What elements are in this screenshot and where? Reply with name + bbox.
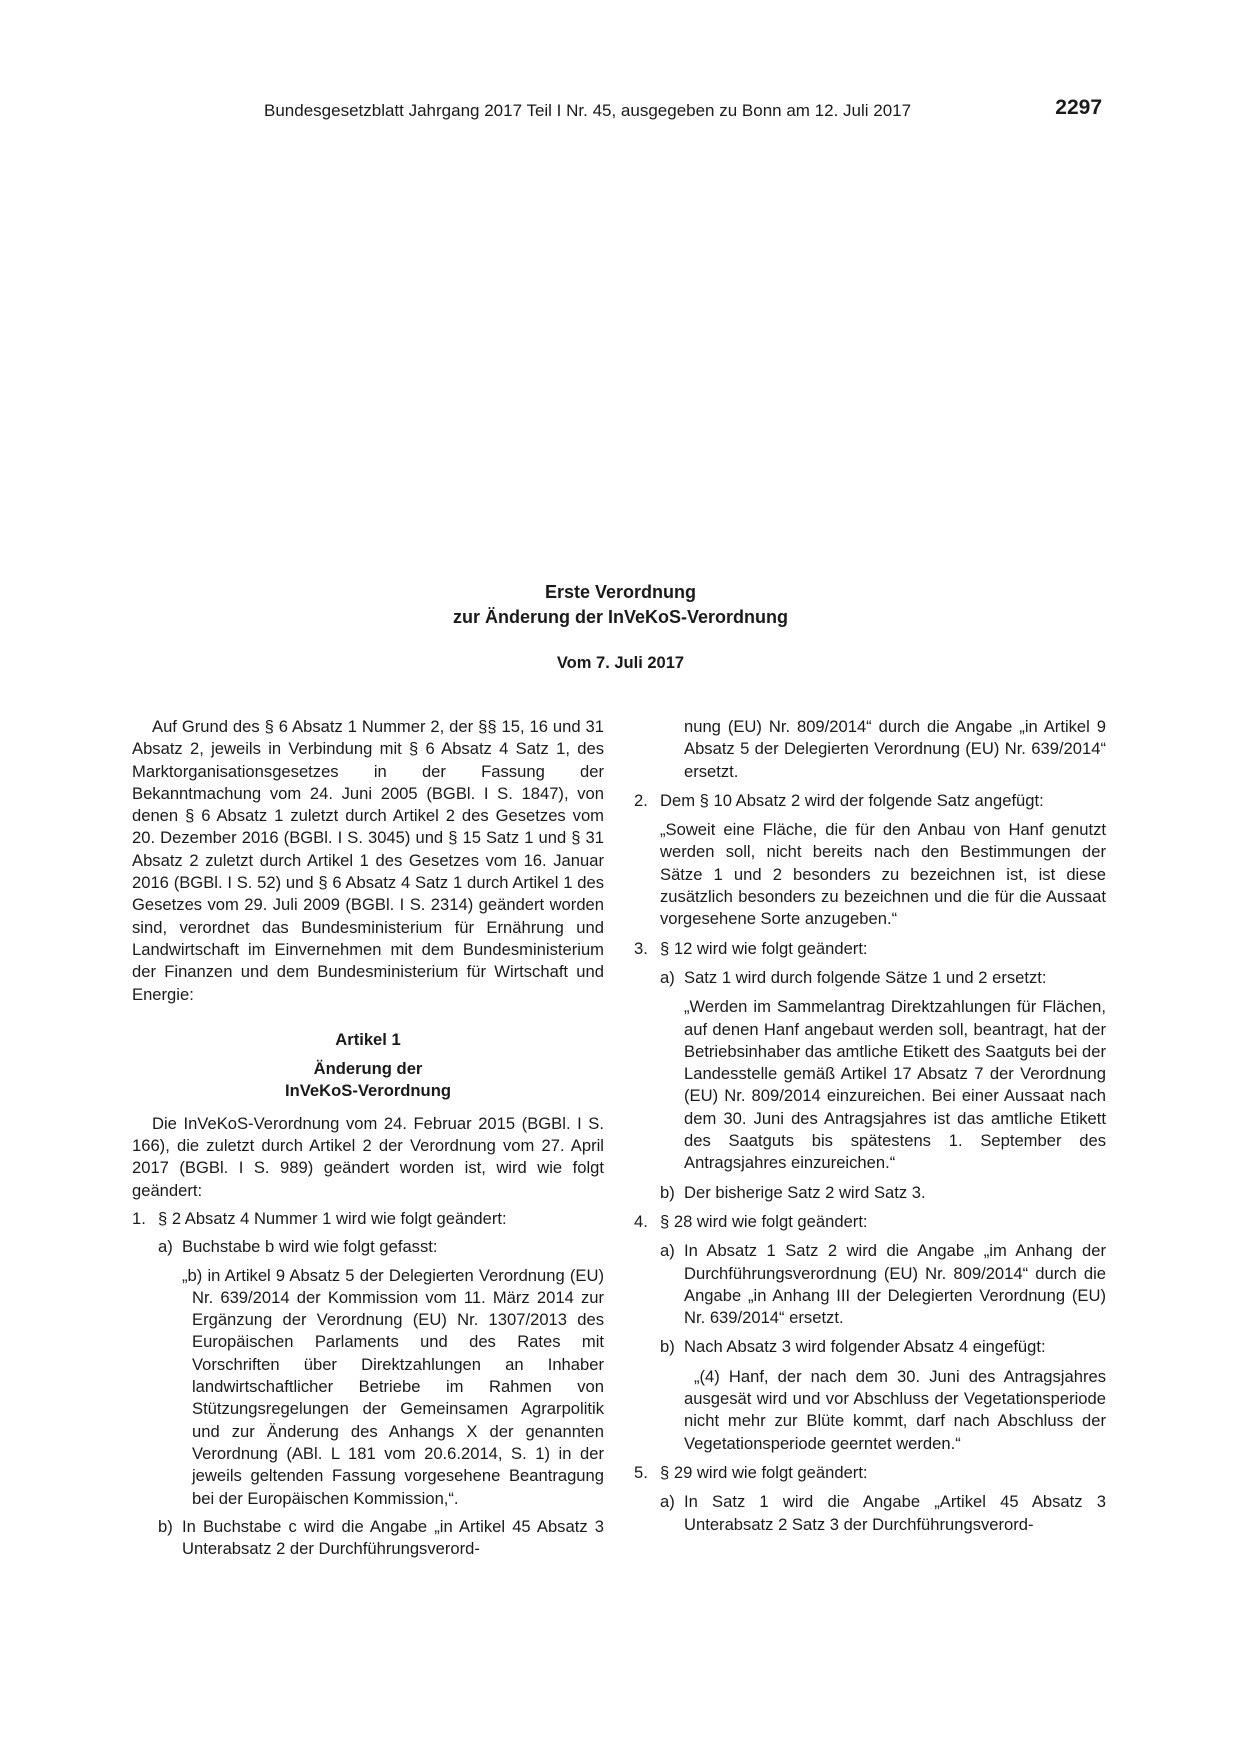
article-intro: Die InVeKoS-Verordnung vom 24. Februar 2015 (BGBl. I S. 166), die zuletzt durch Artikel 2 der Verordnung vom 27. April 2017 (BGBl. I S. 989) geändert worden ist, wird wie folgt geändert:: [132, 1113, 604, 1200]
list-item-3: [634, 938, 1106, 960]
list-text: Buchstabe b wird wie folgt gefasst:: [182, 1237, 438, 1257]
preamble: Auf Grund des § 6 Absatz 1 Nummer 2, der §§ 15, 16 und 31 Absatz 2, jeweils in Verbindung mit § 6 Absatz 4 Satz 1, des Marktorganisationsgesetzes in der Fassung der Bekanntmachung vom 24. Juni 2005 (BGBl. I S. 1847), von denen § 6 Absatz 1 zuletzt durch Artikel 2 des Gesetzes vom 20. Dezember 2016 (BGBl. I S. 3045) und § 15 Satz 1 und § 31 Absatz 2 zuletzt durch Artikel 1 des Gesetzes vom 16. Januar 2016 (BGBl. I S. 52) und § 6 Absatz 4 Satz 1 durch Artikel 1 des Gesetzes vom 29. Juli 2009 (BGBl. I S. 2314) geändert worden sind, verordnet das Bundesministerium für Ernährung und Landwirtschaft im Einvernehmen mit dem Bundesministerium der Finanzen und dem Bundesministerium für Wirtschaft und Energie:: [132, 717, 604, 1004]
list-letter: a): [660, 1241, 675, 1261]
list-text: § 2 Absatz 4 Nummer 1 wird wie folgt geändert:: [158, 1208, 507, 1228]
list-text: Nach Absatz 3 wird folgender Absatz 4 eingefügt:: [684, 1337, 1046, 1357]
left-column: [132, 716, 604, 1560]
list-letter: a): [660, 967, 675, 987]
page-number: 2297: [1055, 96, 1102, 119]
list-item-4a: [634, 1240, 1106, 1329]
document-title-line2: zur Änderung der InVeKoS-Verordnung: [452, 607, 789, 627]
right-column: [634, 716, 1106, 1536]
document-title-block: [0, 580, 1241, 673]
quote-4b: „(4) Hanf, der nach dem 30. Juni des Antragsjahres ausgesät wird und vor Abschluss der Vegetationsperiode nicht mehr zur Blüte kommt, darf nach Abschluss der Vegetationsperiode geerntet werden.“: [684, 1366, 1106, 1453]
list-number: 1.: [132, 1208, 146, 1228]
list-text: In Buchstabe c wird die Angabe „in Artikel 45 Absatz 3 Unterabsatz 2 der Durchführungsverord-: [182, 1516, 604, 1559]
list-item-4: [634, 1211, 1106, 1233]
list-text: Der bisherige Satz 2 wird Satz 3.: [684, 1182, 926, 1202]
list-number: 3.: [634, 938, 648, 958]
list-number: 5.: [634, 1462, 648, 1482]
article-heading-line1: Änderung der: [313, 1059, 423, 1079]
list-item-5a: [634, 1491, 1106, 1536]
quote-3a: „Werden im Sammelantrag Direktzahlungen für Flächen, auf denen Hanf angebaut werden soll, beantragt, hat der Betriebsinhaber das amtliche Etikett des Saatguts bei der Landesstelle gemäß Artikel 17 Absatz 7 der Verordnung (EU) Nr. 809/2014 einzureichen. Bei einer Aussaat nach dem 30. Juni des Antragsjahres ist das amtliche Etikett des Saatguts bis spätestens 1. September des Antragsjahres einzureichen.“: [684, 997, 1106, 1173]
list-text: § 29 wird wie folgt geändert:: [660, 1462, 868, 1482]
list-letter: b): [158, 1516, 173, 1536]
list-item-1a: [132, 1236, 604, 1258]
list-number: 2.: [634, 790, 648, 810]
list-item-1b: [132, 1516, 604, 1561]
list-item-3b: [634, 1182, 1106, 1204]
list-item-1: [132, 1208, 604, 1230]
document-title-line1: Erste Verordnung: [544, 582, 697, 602]
list-letter: b): [660, 1337, 675, 1357]
list-letter: a): [158, 1237, 173, 1257]
quote-1a: „b) in Artikel 9 Absatz 5 der Delegierten Verordnung (EU) Nr. 639/2014 der Kommission vom 11. März 2014 zur Ergänzung der Verordnung (EU) Nr. 1307/2013 des Europäischen Parlaments und des Rates mit Vorschriften über Direktzahlungen an Inhaber landwirtschaftlicher Betriebe im Rahmen von Stützungsregelungen der Gemeinsamen Agrarpolitik und zur Änderung des Anhangs X der genannten Verordnung (ABl. L 181 vom 20.6.2014, S. 1) in der jeweils geltenden Fassung vorgesehene Beantragung bei der Europäischen Kommission,“.: [182, 1265, 604, 1508]
list-letter: a): [660, 1492, 675, 1512]
list-text: In Absatz 1 Satz 2 wird die Angabe „im Anhang der Durchführungsverordnung (EU) Nr. 809/2014“ durch die Angabe „in Anhang III der Delegierten Verordnung (EU) Nr. 639/2014“ ersetzt.: [684, 1241, 1106, 1328]
list-text: In Satz 1 wird die Angabe „Artikel 45 Absatz 3 Unterabsatz 2 Satz 3 der Durchführungsverord-: [684, 1492, 1106, 1534]
quote-2: „Soweit eine Fläche, die für den Anbau von Hanf genutzt werden soll, nicht bereits nach den Bestimmungen der Sätze 1 und 2 besonders zu bezeichnen ist, ist diese zusätzlich besonders zu bezeichnen und die für die Aussaat vorgesehene Sorte anzugeben.“: [660, 820, 1106, 929]
document-date: Vom 7. Juli 2017: [556, 654, 685, 672]
article-heading-line2: InVeKoS-Verordnung: [285, 1081, 451, 1101]
list-letter: b): [660, 1182, 675, 1202]
list-text: Satz 1 wird durch folgende Sätze 1 und 2 ersetzt:: [684, 967, 1047, 987]
list-item-2: [634, 790, 1106, 812]
list-text: § 12 wird wie folgt geändert:: [660, 938, 868, 958]
list-item-5: [634, 1462, 1106, 1484]
list-item-3a: [634, 967, 1106, 989]
list-text: Dem § 10 Absatz 2 wird der folgende Satz angefügt:: [660, 790, 1044, 810]
list-item-4b: [634, 1336, 1106, 1358]
article-label: Artikel 1: [335, 1029, 401, 1049]
running-title: Bundesgesetzblatt Jahrgang 2017 Teil I Nr. 45, ausgegeben zu Bonn am 12. Juli 2017: [264, 101, 912, 120]
list-text: § 28 wird wie folgt geändert:: [660, 1211, 868, 1231]
list-item-1b-continued: nung (EU) Nr. 809/2014“ durch die Angabe „in Artikel 9 Absatz 5 der Delegierten Verordnung (EU) Nr. 639/2014“ ersetzt.: [684, 717, 1106, 781]
list-number: 4.: [634, 1211, 648, 1231]
